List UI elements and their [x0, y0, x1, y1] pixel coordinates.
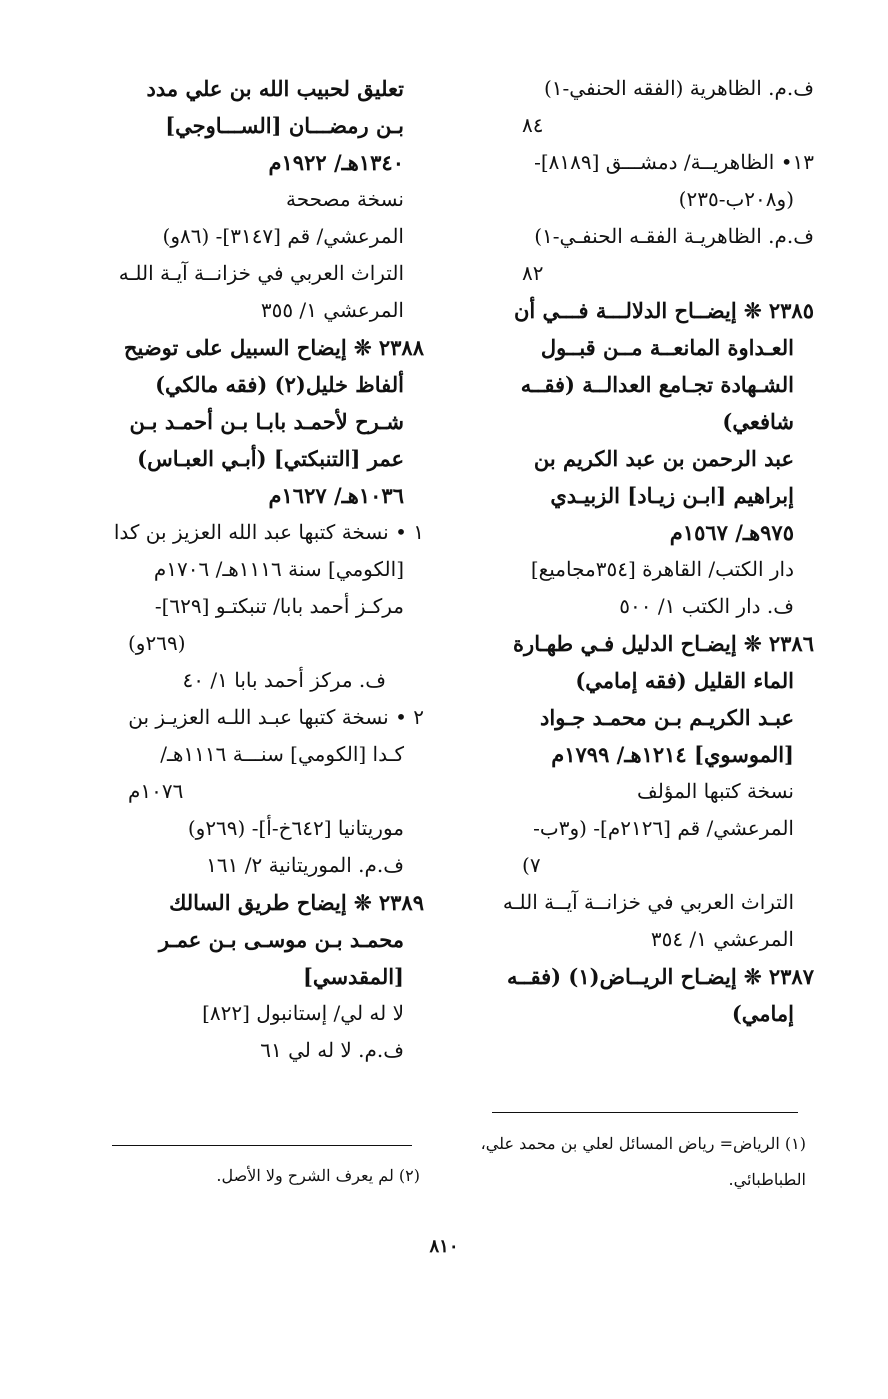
text-line: المرعشي/ قم [٣١٤٧]- (٨٦و) [162, 224, 404, 248]
author-line: [المقدسي] [303, 964, 404, 989]
text-line: بـن رمضـــان [الســـاوجي] [165, 113, 404, 138]
text-line: التراث العربي في خزانــة آيــة اللـه [502, 890, 794, 914]
entry-heading: ٢٣٨٩ ❊ إيضاح طريق السالك [169, 890, 424, 915]
text-line: ف. دار الكتب ١/ ٥٠٠ [619, 594, 794, 618]
footnote: (١) الرياض= رياض المسائل لعلي بن محمد علي، الطباطبائي. [480, 1134, 806, 1189]
entry-heading: إمامي) [731, 1001, 794, 1026]
author-line: [الموسوي] ١٢١٤هـ/ ١٧٩٩م [551, 742, 794, 767]
text-line: دار الكتب/ القاهرة [٣٥٤مجاميع] [530, 557, 794, 581]
entry-heading: ٢٣٨٧ ❊ إيضـاح الريــاض(١) (فقــه [506, 964, 814, 989]
text-line: ١٠٧٦م [128, 779, 184, 803]
entry-heading: ٢٣٨٦ ❊ إيضـاح الدليل فـي طهـارة [513, 631, 814, 656]
text-line: ١٣٤٠هـ/ ١٩٢٢م [268, 150, 404, 175]
text-line: تعليق لحبيب الله بن علي مدد [146, 76, 404, 101]
left-column [68, 70, 424, 1069]
text-line: لا له لي/ إستانبول [٨٢٢] [202, 1001, 404, 1025]
author-line: عبد الرحمن بن عبد الكريم بن [533, 446, 794, 471]
text-line: ف.م. الظاهريـة الفقـه الحنفـي-١) [534, 224, 814, 248]
author-line: إبراهيم [ابـن زيـاد] الزبيـدي [550, 483, 794, 508]
entry-heading: ألفاظ خليل(٢) (فقه مالكي) [155, 372, 404, 397]
footnote: (٢) لم يعرف الشرح ولا الأصل. [216, 1166, 420, 1185]
text-line: ٢ • نسخة كتبها عبـد اللـه العزيـز بن [128, 705, 424, 729]
footnote-divider [492, 1112, 798, 1113]
text-line: ف. مركز أحمد بابا ١/ ٤٠ [182, 668, 386, 692]
text-line: المرعشي ١/ ٣٥٥ [260, 298, 404, 322]
author-line: شـرح لأحمـد بابـا بـن أحمـد بـن [129, 409, 404, 434]
text-line: (٢٦٩و) [128, 631, 186, 655]
text-line: ف.م. لا له لي ٦١ [260, 1038, 404, 1062]
text-line: ٨٤ [522, 113, 544, 137]
entry-heading: الماء القليل (فقه إمامي) [575, 668, 794, 693]
entry-heading: الشـهادة تجـامع العدالــة (فقــه [520, 372, 794, 397]
author-line: محمـد بـن موسـى بـن عمـر [158, 927, 404, 952]
text-line: ١ • نسخة كتبها عبد الله العزيز بن كدا [113, 520, 424, 544]
text-line: مركـز أحمد بابا/ تنبكتـو [٦٢٩]- [154, 594, 404, 618]
text-line: المرعشي ١/ ٣٥٤ [650, 927, 794, 951]
author-line: ٩٧٥هـ/ ١٥٦٧م [669, 520, 794, 545]
author-line: ١٠٣٦هـ/ ١٦٢٧م [268, 483, 404, 508]
author-line: عمر [التنبكتي] (أبـي العبـاس) [137, 446, 404, 471]
text-line: نسخة كتبها المؤلف [636, 779, 794, 803]
page-number: ٨١٠ [429, 1236, 459, 1257]
text-line: ف.م. الظاهرية (الفقه الحنفي-١) [543, 76, 814, 100]
text-line: نسخة مصححة [286, 187, 404, 211]
entry-heading: شافعي) [722, 409, 794, 434]
author-line: عبـد الكريـم بـن محمـد جـواد [540, 705, 794, 730]
text-line: [الكومي] سنة ١١١٦هـ/ ١٧٠٦م [153, 557, 404, 581]
text-line: ف.م. الموريتانية ٢/ ١٦١ [206, 853, 404, 877]
text-line: المرعشي/ قم [٢١٢٦م]- (و٣ب- [533, 816, 794, 840]
text-line: ٧) [522, 853, 541, 877]
text-line: ٨٢ [522, 261, 544, 285]
entry-heading: العـداوة المانعــة مــن قبــول [540, 335, 794, 360]
entry-heading: ٢٣٨٥ ❊ إيضــاح الدلالـــة فـــي أن [513, 298, 814, 323]
text-line: ١٣• الظاهريــة/ دمشـــق [٨١٨٩]- [534, 150, 814, 174]
text-line: موريتانيا [٦٤٢خ-أ]- (٢٦٩و) [187, 816, 404, 840]
text-line: التراث العربي في خزانــة آيـة اللـه [118, 261, 404, 285]
text-line: كـدا [الكومي] سنـــة ١١١٦هـ/ [160, 742, 404, 766]
entry-heading: ٢٣٨٨ ❊ إيضاح السبيل على توضيح [123, 335, 424, 360]
text-line: (و٢٠٨ب-٢٣٥) [678, 187, 794, 211]
footnote-divider [112, 1145, 412, 1146]
right-column [462, 70, 814, 1032]
